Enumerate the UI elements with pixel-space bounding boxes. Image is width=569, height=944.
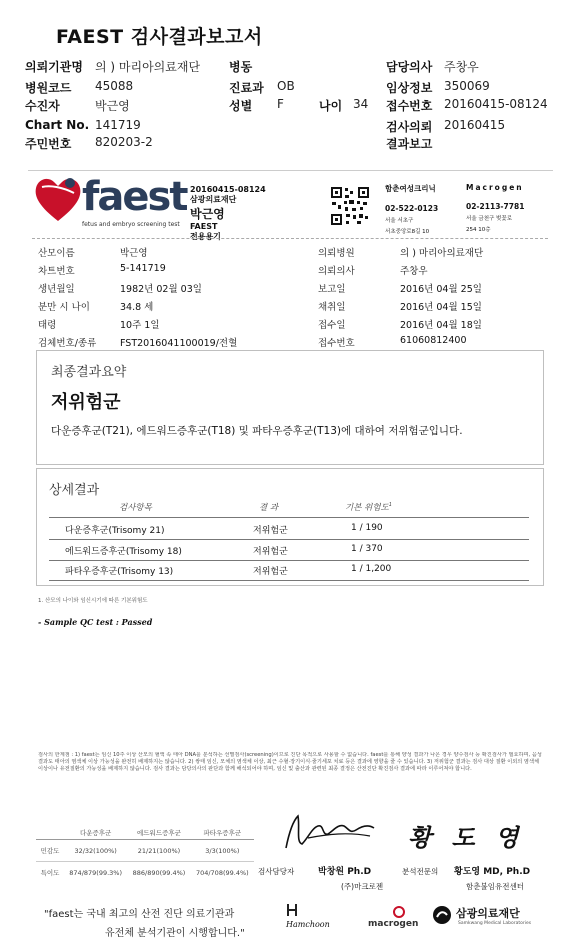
footer-quote-line1: "faest는 국내 최고의 산전 진단 의료기관과: [44, 909, 235, 920]
value-request-doctor: 주창우: [400, 266, 428, 277]
value-clinical-info: 350069: [444, 79, 490, 93]
label-doctor: 담당의사: [386, 60, 433, 74]
lab-left-addr2: 서초중앙로8길 10: [385, 229, 430, 235]
detail-footnote: 1. 산모의 나이와 임신시기에 따른 기본위험도: [38, 598, 148, 604]
qc-result: - Sample QC test : Passed: [38, 617, 153, 627]
table-row: [36, 826, 254, 840]
stamp-line2: 삼광의료재단: [190, 195, 237, 204]
row-result: 저위험군: [253, 567, 288, 577]
table-cell: 에드워드증후군: [137, 829, 181, 837]
value-receipt-day: 2016년 04월 18일: [400, 320, 482, 331]
table-rule: [49, 560, 529, 561]
value-sex: F: [277, 97, 284, 111]
signer2-role: 분석전문의: [402, 867, 439, 876]
col-item-header: 검사항목: [119, 503, 152, 513]
disclaimer-text: 검사의 한계점 : 1) faest는 임신 10주 이상 산모의 혈액 속 태아 DNA를 분석하는 선별검사(screening)이므로 진단 목적으로 사용할 수 없습니다. faest를 통해 양성 결과가 나온 경우 양수검사 등 확진검사가 필요하며, 음성 결과도 태아의 염색체 이상 가능성을 완전히 배제하지는 않습니다. 2) 쌍태 임신, 모체의 염색체 이상, 최근 수혈·장기이식·줄기세포 치료 등은 결과에 영향을 줄 수 있습니다. 3) 저위험군 결과는 검사 대상 질환 이외의 염색체 이상이나 유전질환의 가능성을 배제하지 않습니다. 검사 결과는 담당의사의 판단과 함께 해석되어야 하며, 임신 및 출산과 관련된 최종 결정은 산전진단 확진검사 결과에 따라 이루어져야 합니다.: [38, 752, 542, 772]
label-report-date: 결과보고: [386, 137, 433, 151]
label-hospital-code: 병원코드: [25, 81, 72, 95]
summary-result: 저위험군: [51, 392, 121, 413]
table-cell: 874/879(99.3%): [69, 868, 123, 877]
value-age: 34: [353, 97, 369, 111]
value-specimen: FST2016041100019/전혈: [120, 338, 238, 349]
value-birthdate: 1982년 02월 03일: [120, 284, 202, 295]
value-department: OB: [277, 79, 295, 93]
signer1-role: 검사담당자: [258, 867, 295, 876]
label-chart-number: 차트번호: [38, 266, 75, 277]
value-report-day: 2016년 04월 25일: [400, 284, 482, 295]
summary-sentence: 다운증후군(T21), 에드워드증후군(T18) 및 파타우증후군(T13)에 대하여 저위험군입니다.: [51, 425, 463, 437]
row-result: 저위험군: [253, 526, 288, 536]
value-delivery-age: 34.8 세: [120, 302, 154, 313]
sample-label-stamp: [190, 185, 300, 242]
value-mother-name: 박근영: [120, 248, 148, 259]
value-chart-no: 141719: [95, 118, 141, 132]
label-sex: 성별: [229, 99, 253, 113]
row-risk: 1 / 370: [351, 544, 383, 554]
report-title: FAEST 검사결과보고서: [56, 26, 263, 48]
col-risk-footnote-mark: 1: [388, 502, 392, 509]
samkwang-mark-icon: [432, 905, 452, 925]
signer1-org: (주)마크로젠: [341, 882, 384, 891]
label-request-doctor: 의뢰의사: [318, 266, 355, 277]
table-row: [49, 542, 529, 560]
table-cell: 886/890(99.4%): [132, 868, 186, 877]
row-item: 에드워드증후군(Trisomy 18): [65, 547, 182, 557]
lab-left-name: 함춘여성크리닉: [385, 184, 436, 193]
lab-left-info: [385, 183, 465, 235]
value-resident-no: 820203-2: [95, 135, 153, 149]
label-gestation: 태령: [38, 320, 57, 331]
table-cell: 3/3(100%): [205, 846, 240, 855]
table-row: [49, 562, 529, 580]
row-item: 파타우증후군(Trisomy 13): [65, 567, 174, 577]
stamp-line5: 전용용기: [190, 232, 221, 241]
label-receipt-number: 접수번호: [318, 338, 355, 349]
summary-box: [36, 350, 544, 465]
signature-2: 황 도 영: [408, 823, 525, 852]
label-clinical-info: 임상정보: [386, 81, 433, 95]
value-patient: 박근영: [95, 99, 130, 113]
signer2-name: 황도영 MD, Ph.D: [454, 867, 531, 877]
stamp-line4: FAEST: [190, 222, 218, 231]
logo-wordmark: faest: [82, 174, 187, 220]
row-risk: 1 / 1,200: [351, 564, 392, 574]
label-delivery-age: 분만 시 나이: [38, 302, 90, 313]
summary-heading: 최종결과요약: [51, 365, 127, 380]
value-receipt-number: 61060812400: [400, 335, 467, 346]
lab-right-phone: 02-2113-7781: [466, 202, 525, 211]
label-receipt-no: 접수번호: [386, 99, 433, 113]
table-cell: 32/32(100%): [74, 846, 117, 855]
label-chart-no: Chart No.: [25, 118, 90, 132]
value-request-hospital: 의 ) 마리아의료재단: [400, 248, 484, 259]
lab-right-info: [466, 183, 546, 233]
table-row: [36, 862, 254, 884]
macrogen-logo: [368, 905, 428, 933]
samkwang-sub: Samkwang Medical Laboratories: [458, 921, 532, 926]
footer-quote-line2: 유전체 분석기관이 시행합니다.": [105, 928, 245, 939]
label-request-hospital: 의뢰병원: [318, 248, 355, 259]
qr-code-icon: [330, 186, 370, 226]
samkwang-text: 삼광의료재단: [456, 907, 520, 920]
value-collect-day: 2016년 04월 15일: [400, 302, 482, 313]
stamp-line1: 20160415-08124: [190, 185, 266, 194]
row-result: 저위험군: [253, 547, 288, 557]
table-cell: 다운증후군: [79, 829, 112, 837]
heart-icon: [32, 173, 84, 225]
label-age: 나이: [319, 99, 343, 113]
label-birthdate: 생년월일: [38, 284, 75, 295]
hamchoon-text: Hamchoon: [286, 920, 330, 929]
signature-1: [278, 808, 378, 858]
macrogen-mark-icon: [392, 905, 406, 919]
macrogen-text: macrogen: [368, 919, 419, 929]
table-row: [49, 521, 529, 539]
table-cell: 파타우증후군: [203, 829, 242, 837]
hamchoon-logo: [286, 902, 346, 932]
detail-box: [36, 468, 544, 586]
col-risk-header: [345, 501, 392, 513]
lab-right-name: Macrogen: [466, 183, 524, 192]
table-row: [36, 840, 254, 862]
samkwang-logo: [432, 903, 547, 933]
table-cell: 21/21(100%): [137, 846, 181, 855]
stamp-line3: 박근영: [190, 207, 225, 221]
lab-left-phone: 02-522-0123: [385, 204, 439, 213]
value-request-date: 20160415: [444, 118, 506, 132]
table-cell: 특이도: [40, 869, 60, 877]
label-resident-no: 주민번호: [25, 137, 72, 151]
table-rule: [49, 539, 529, 540]
label-patient: 수진자: [25, 99, 60, 113]
label-report-day: 보고일: [318, 284, 346, 295]
value-receipt-no: 20160415-08124: [444, 97, 548, 111]
detail-heading: 상세결과: [49, 483, 100, 498]
label-department: 진료과: [229, 81, 264, 95]
performance-table-grid: [36, 826, 254, 883]
label-specimen: 검체번호/종류: [38, 338, 97, 349]
signer2-org: 함춘불임유전센터: [466, 882, 524, 891]
label-ward: 병동: [229, 60, 253, 74]
value-chart-number: 5-141719: [120, 263, 166, 274]
lab-left-addr1: 서울 서초구: [385, 218, 414, 224]
value-hospital-code: 45088: [95, 79, 134, 93]
table-cell: 민감도: [40, 847, 60, 855]
table-rule: [49, 580, 529, 581]
lab-right-addr1: 서울 금천구 벚꽃로: [466, 216, 513, 222]
faest-logo: [32, 173, 187, 233]
performance-table: [36, 826, 254, 883]
table-rule: [49, 517, 529, 518]
divider: [32, 238, 548, 239]
row-risk: 1 / 190: [351, 523, 383, 533]
label-mother-name: 산모이름: [38, 248, 75, 259]
hamchoon-mark-icon: [286, 902, 306, 918]
logo-tagline: fetus and embryo screening test: [82, 221, 180, 228]
lab-right-addr2: 254 10층: [466, 227, 491, 233]
label-receipt-day: 접수일: [318, 320, 346, 331]
value-hospital: 의 ) 마리아의료재단: [95, 60, 201, 74]
table-cell: [36, 826, 64, 840]
label-collect-day: 채취일: [318, 302, 346, 313]
col-result-header: 결 과: [259, 503, 279, 513]
label-request-date: 검사의뢰: [386, 120, 433, 134]
row-item: 다운증후군(Trisomy 21): [65, 526, 165, 536]
signer1-name: 박창원 Ph.D: [318, 867, 372, 877]
table-cell: 704/708(99.4%): [195, 868, 249, 877]
value-gestation: 10주 1일: [120, 320, 160, 331]
col-risk-header-label: 기본 위험도: [345, 503, 389, 513]
label-hospital: 의뢰기관명: [25, 60, 83, 74]
value-doctor: 주창우: [444, 60, 479, 74]
